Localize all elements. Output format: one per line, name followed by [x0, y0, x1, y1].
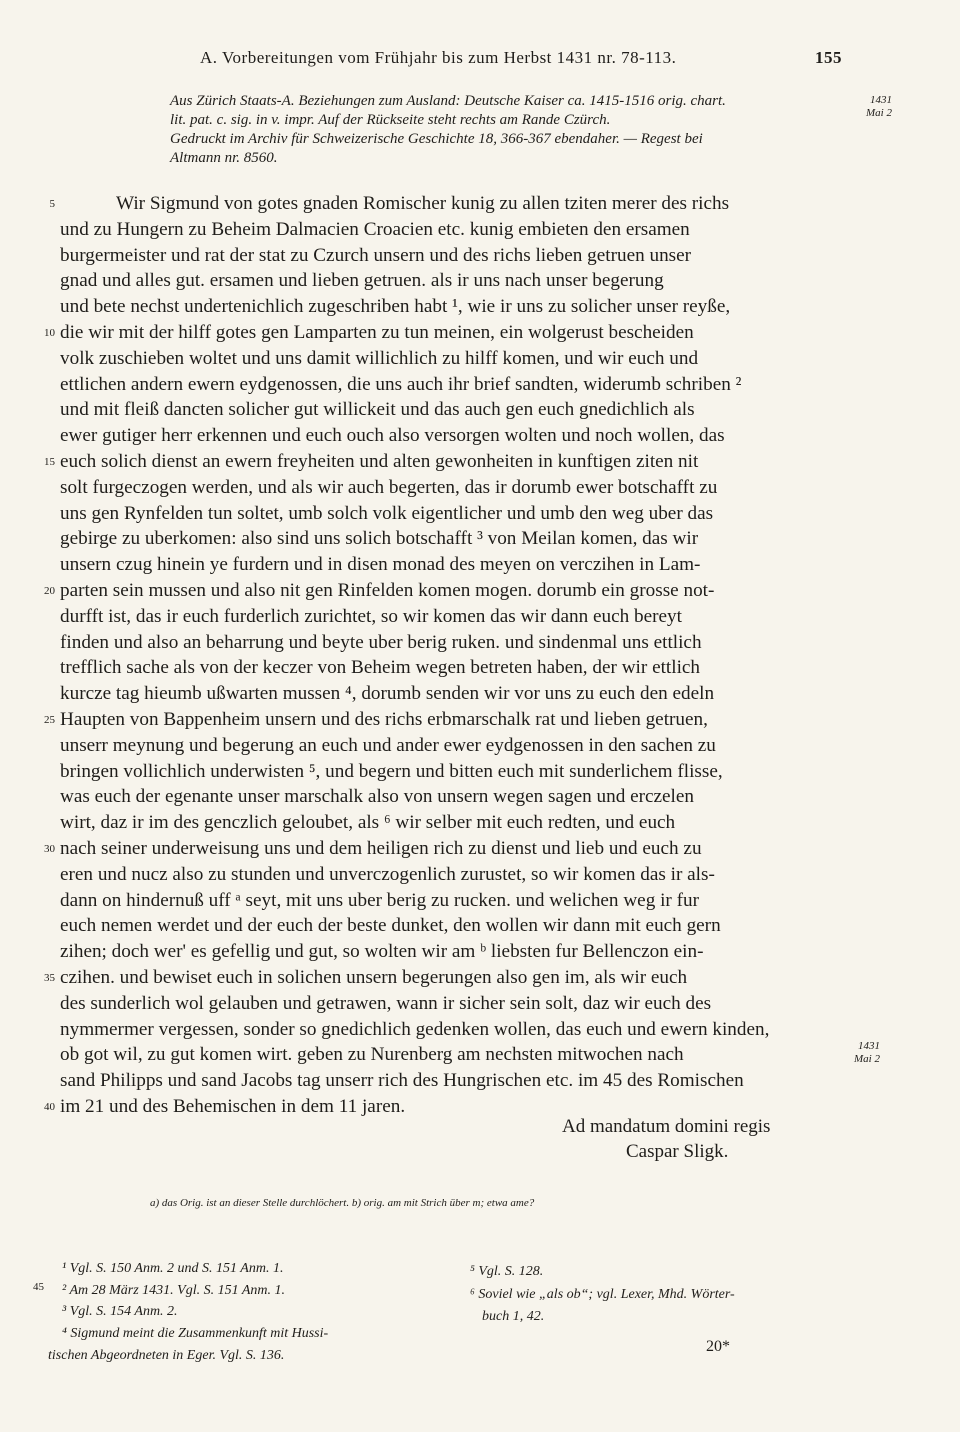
line-text: nymmermer vergessen, sonder so gnedichlich gedenken wollen, das euch und ewern kinden,: [60, 1018, 770, 1040]
margin-date: 1431 Mai 2: [866, 94, 892, 119]
line-number: 15: [44, 456, 55, 468]
line-number: 5: [49, 198, 55, 210]
line-number: 35: [44, 972, 55, 984]
line-number: 45: [33, 1281, 44, 1293]
line-text: zihen; doch wer' es gefellig und gut, so wolten wir am ᵇ liebsten fur Bellenczon ein-: [60, 941, 704, 963]
line-text: euch solich dienst an ewern freyheiten und alten gewonheiten in kunftigen ziten nit: [60, 451, 699, 472]
line-text: bringen vollichlich underwisten ⁵, und begern und bitten euch mit sunderlichem flisse,: [60, 760, 723, 782]
line-text: ob got wil, zu gut komen wirt. geben zu Nurenberg am nechsten mitwochen nach: [60, 1044, 684, 1066]
line-text: kurcze tag hieumb ußwarten mussen ⁴, dorumb senden wir vor uns zu euch den edeln: [60, 683, 715, 705]
line-text: dann on hindernuß uff ᵃ seyt, mit uns uber berig zu rucken. und welichen weg ir fur: [60, 889, 699, 911]
line-text: des sunderlich wol gelauben und getrawen, wann ir sicher sein solt, daz wir euch des: [60, 992, 712, 1014]
line-text: und mit fleiß dancten solicher gut willickeit und das auch gen euch gnedichlich als: [60, 399, 695, 421]
line-text: unsern czug hinein ye furdern und in disen monad des meyen on verczihen in Lam-: [60, 554, 701, 576]
line-number: 20: [44, 585, 55, 597]
source-line: lit. pat. c. sig. in v. impr. Auf der Rückseite steht rechts am Rande Czürch.: [170, 112, 611, 128]
line-text: durfft ist, das ir euch furderlich zurichtet, so wir komen das wir dann euch bereyt: [60, 605, 682, 627]
margin-date: 1431 Mai 2: [854, 1040, 880, 1065]
line-text: die wir mit der hilff gotes gen Lamparten zu tun meinen, ein wolgerust bescheiden: [60, 322, 694, 343]
line-number: 40: [44, 1101, 55, 1113]
line-text: und bete nechst undertenichlich zugeschriben habt ¹, wie ir uns zu solicher unser reyße,: [60, 296, 731, 318]
line-text: volk zuschieben woltet und uns damit willichlich zu hilff komen, und wir euch und: [60, 347, 699, 369]
line-text: Wir Sigmund von gotes gnaden Romischer kunig zu allen tziten merer des richs: [116, 193, 730, 214]
line-text: finden und also an beharrung und beyte uber berig ruken. und sindenmal uns ettlich: [60, 631, 702, 653]
footnote: ³ Vgl. S. 154 Anm. 2.: [62, 1304, 178, 1319]
line-text: trefflich sache als von der keczer von Beheim wegen betreten haben, der wir ettlich: [60, 657, 701, 679]
line-text: eren und nucz also zu stunden und unverczogenlich zurustet, so wir komen das ir als-: [60, 863, 715, 885]
source-line: Aus Zürich Staats-A. Beziehungen zum Ausland: Deutsche Kaiser ca. 1415-1516 orig. chart.: [170, 93, 726, 109]
line-number: 30: [44, 843, 55, 855]
line-text: ettlichen andern ewern eydgenossen, die uns auch ihr brief sandten, widerumb schriben ²: [60, 373, 742, 395]
source-line: Altmann nr. 8560.: [170, 150, 278, 166]
line-text: nach seiner underweisung uns und dem heiligen rich zu dienst und lieb und euch zu: [60, 838, 702, 859]
textual-apparatus: a) das Orig. ist an dieser Stelle durchlöchert. b) orig. am mit Strich über m; etwa ame?: [150, 1197, 535, 1209]
running-title: A. Vorbereitungen vom Frühjahr bis zum Herbst 1431 nr. 78-113.: [200, 48, 677, 67]
line-text: was euch der egenante unser marschalk also von unsern wegen sagen und erczelen: [60, 786, 694, 808]
footnote: ⁶ Soviel wie „als ob“; vgl. Lexer, Mhd. Wörter-: [470, 1287, 735, 1302]
line-text: gebirge zu uberkomen: also sind uns solich botschafft ³ von Meilan komen, das wir: [60, 528, 699, 550]
footnote: ¹ Vgl. S. 150 Anm. 2 und S. 151 Anm. 1.: [62, 1261, 284, 1276]
line-text: im 21 und des Behemischen in dem 11 jaren.: [60, 1096, 406, 1117]
footnote: tischen Abgeordneten in Eger. Vgl. S. 136.: [48, 1348, 285, 1363]
line-text: sand Philipps und sand Jacobs tag unserr rich des Hungrischen etc. im 45 des Romischen: [60, 1070, 744, 1092]
line-text: und zu Hungern zu Beheim Dalmacien Croacien etc. kunig embieten den ersamen: [60, 218, 690, 240]
footnote: ⁵ Vgl. S. 128.: [470, 1264, 544, 1279]
line-text: euch nemen werdet und der euch der beste dunket, den wollen wir dann mit euch gern: [60, 915, 721, 937]
source-line: Gedruckt im Archiv für Schweizerische Geschichte 18, 366-367 ebendaher. — Regest bei: [170, 131, 703, 147]
line-text: gnad und alles gut. ersamen und lieben getruen. als ir uns nach unser begerung: [60, 270, 664, 292]
line-text: czihen. und bewiset euch in solichen unsern begerungen also gen im, als wir euch: [60, 967, 688, 988]
footnote: buch 1, 42.: [482, 1309, 545, 1324]
signature-name: Caspar Sligk.: [626, 1141, 729, 1162]
footnote: ⁴ Sigmund meint die Zusammenkunft mit Hussi-: [62, 1326, 329, 1341]
footnote: ² Am 28 März 1431. Vgl. S. 151 Anm. 1.: [62, 1283, 286, 1298]
line-text: Haupten von Bappenheim unsern und des richs erbmarschalk rat und lieben getruen,: [60, 709, 708, 730]
signature-line: Ad mandatum domini regis: [562, 1116, 771, 1137]
line-number: 10: [44, 327, 55, 339]
line-text: burgermeister und rat der stat zu Czurch unsern und des richs lieben getruen unser: [60, 244, 692, 266]
page-number: 155: [815, 48, 842, 67]
line-text: wirt, daz ir im des genczlich geloubet, als ⁶ wir selber mit euch redten, und euch: [60, 812, 676, 834]
sheet-signature: 20*: [706, 1338, 730, 1355]
line-text: uns gen Rynfelden tun soltet, umb solch volk eigentlicher und umb den weg uber das: [60, 502, 714, 524]
line-number: 25: [44, 714, 55, 726]
line-text: parten sein mussen und also nit gen Rinfelden komen mogen. dorumb ein grosse not-: [60, 580, 715, 601]
line-text: unserr meynung und begerung an euch und ander ewer eydgenossen in den sachen zu: [60, 734, 716, 756]
line-text: solt furgeczogen werden, und als wir auch begerten, das ir dorumb ewer botschafft zu: [60, 476, 718, 498]
line-text: ewer gutiger herr erkennen und euch ouch also versorgen wolten und noch wollen, das: [60, 425, 725, 447]
